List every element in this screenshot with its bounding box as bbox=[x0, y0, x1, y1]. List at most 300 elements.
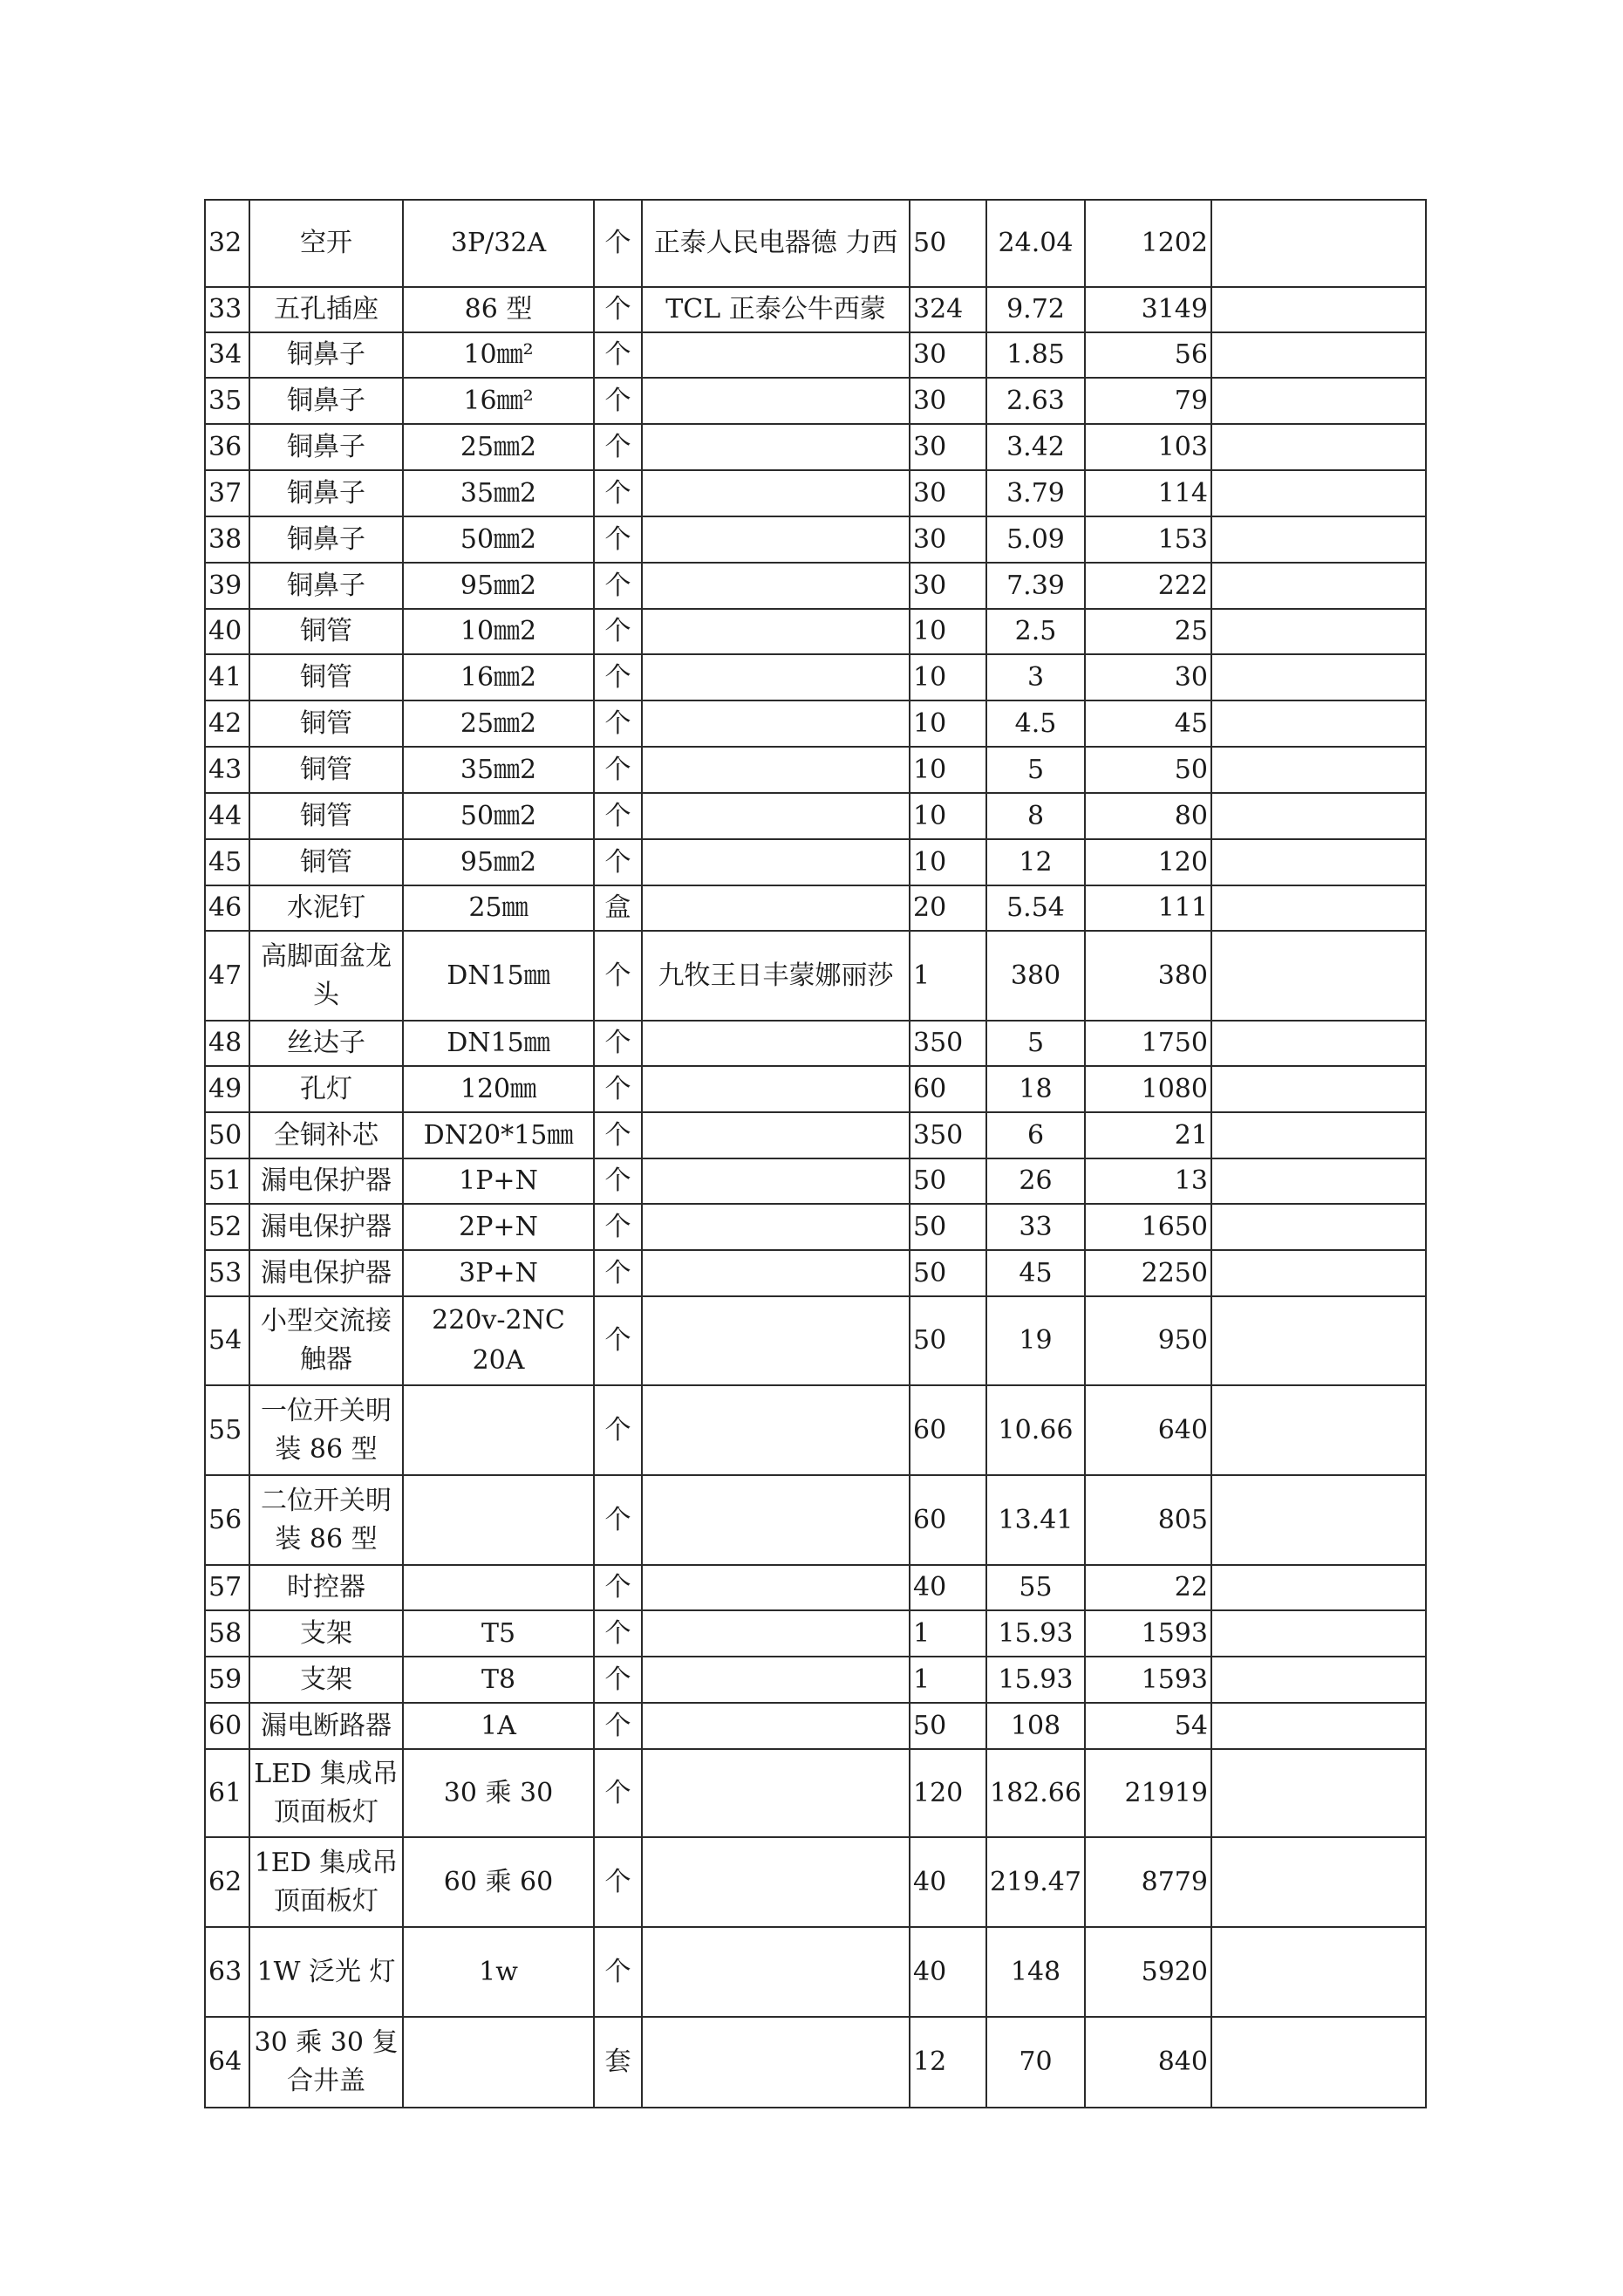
item-unit-price: 10.66 bbox=[986, 1385, 1085, 1475]
table-row bbox=[205, 1112, 1426, 1158]
item-unit-price: 5.09 bbox=[986, 516, 1085, 563]
item-unit: 个 bbox=[594, 747, 642, 793]
row-number: 60 bbox=[205, 1703, 249, 1749]
table-row bbox=[205, 1610, 1426, 1657]
item-unit: 个 bbox=[594, 563, 642, 609]
item-total: 22 bbox=[1085, 1565, 1211, 1610]
item-note bbox=[1211, 1927, 1426, 2017]
item-name: 铜管 bbox=[249, 747, 403, 793]
item-name: 二位开关明装 86 型 bbox=[249, 1475, 403, 1565]
item-spec: 60 乘 60 bbox=[403, 1837, 594, 1927]
item-brand bbox=[642, 700, 910, 747]
row-number: 48 bbox=[205, 1021, 249, 1066]
item-unit-price: 3 bbox=[986, 654, 1085, 700]
item-total: 25 bbox=[1085, 609, 1211, 654]
item-total: 111 bbox=[1085, 885, 1211, 931]
item-quantity: 30 bbox=[910, 378, 986, 424]
item-note bbox=[1211, 747, 1426, 793]
item-unit-price: 5 bbox=[986, 1021, 1085, 1066]
item-note bbox=[1211, 287, 1426, 332]
item-note bbox=[1211, 1250, 1426, 1296]
item-quantity: 50 bbox=[910, 1250, 986, 1296]
item-note bbox=[1211, 2017, 1426, 2108]
item-unit-price: 12 bbox=[986, 839, 1085, 885]
row-number: 62 bbox=[205, 1837, 249, 1927]
item-brand bbox=[642, 793, 910, 839]
row-number: 55 bbox=[205, 1385, 249, 1475]
table-row bbox=[205, 200, 1426, 287]
item-brand bbox=[642, 885, 910, 931]
table-row bbox=[205, 1385, 1426, 1475]
item-quantity: 30 bbox=[910, 470, 986, 516]
row-number: 33 bbox=[205, 287, 249, 332]
item-quantity: 120 bbox=[910, 1749, 986, 1837]
item-spec: 1P+N bbox=[403, 1158, 594, 1204]
item-note bbox=[1211, 1749, 1426, 1837]
item-name: 漏电保护器 bbox=[249, 1204, 403, 1250]
item-brand bbox=[642, 1657, 910, 1703]
table-row bbox=[205, 516, 1426, 563]
item-spec: 86 型 bbox=[403, 287, 594, 332]
table-row bbox=[205, 793, 1426, 839]
item-quantity: 1 bbox=[910, 1610, 986, 1657]
item-unit: 个 bbox=[594, 1927, 642, 2017]
item-spec: 50㎜2 bbox=[403, 793, 594, 839]
item-brand bbox=[642, 378, 910, 424]
item-quantity: 10 bbox=[910, 793, 986, 839]
row-number: 40 bbox=[205, 609, 249, 654]
item-quantity: 10 bbox=[910, 654, 986, 700]
row-number: 51 bbox=[205, 1158, 249, 1204]
table-row bbox=[205, 1927, 1426, 2017]
item-name: 水泥钉 bbox=[249, 885, 403, 931]
item-unit-price: 2.63 bbox=[986, 378, 1085, 424]
item-spec: 25㎜ bbox=[403, 885, 594, 931]
row-number: 50 bbox=[205, 1112, 249, 1158]
item-quantity: 350 bbox=[910, 1021, 986, 1066]
table-row bbox=[205, 1475, 1426, 1565]
item-unit: 个 bbox=[594, 1112, 642, 1158]
item-total: 3149 bbox=[1085, 287, 1211, 332]
table-row bbox=[205, 747, 1426, 793]
item-total: 2250 bbox=[1085, 1250, 1211, 1296]
item-spec: 30 乘 30 bbox=[403, 1749, 594, 1837]
row-number: 52 bbox=[205, 1204, 249, 1250]
item-spec: DN15㎜ bbox=[403, 1021, 594, 1066]
item-name: 时控器 bbox=[249, 1565, 403, 1610]
item-total: 120 bbox=[1085, 839, 1211, 885]
item-unit: 个 bbox=[594, 1066, 642, 1112]
item-unit: 个 bbox=[594, 1250, 642, 1296]
item-total: 1593 bbox=[1085, 1657, 1211, 1703]
item-unit-price: 4.5 bbox=[986, 700, 1085, 747]
item-total: 21919 bbox=[1085, 1749, 1211, 1837]
table-row bbox=[205, 1021, 1426, 1066]
table-row bbox=[205, 1158, 1426, 1204]
item-brand bbox=[642, 1250, 910, 1296]
item-note bbox=[1211, 931, 1426, 1021]
table-row bbox=[205, 931, 1426, 1021]
row-number: 56 bbox=[205, 1475, 249, 1565]
item-unit: 个 bbox=[594, 1475, 642, 1565]
item-brand bbox=[642, 654, 910, 700]
row-number: 39 bbox=[205, 563, 249, 609]
item-quantity: 40 bbox=[910, 1927, 986, 2017]
item-unit-price: 15.93 bbox=[986, 1610, 1085, 1657]
item-total: 380 bbox=[1085, 931, 1211, 1021]
item-note bbox=[1211, 1296, 1426, 1385]
row-number: 41 bbox=[205, 654, 249, 700]
item-total: 1593 bbox=[1085, 1610, 1211, 1657]
item-spec: 10㎜2 bbox=[403, 609, 594, 654]
item-name: 1W 泛光 灯 bbox=[249, 1927, 403, 2017]
item-total: 1080 bbox=[1085, 1066, 1211, 1112]
item-quantity: 12 bbox=[910, 2017, 986, 2108]
item-note bbox=[1211, 1385, 1426, 1475]
table-row bbox=[205, 1749, 1426, 1837]
item-unit: 套 bbox=[594, 2017, 642, 2108]
row-number: 45 bbox=[205, 839, 249, 885]
item-note bbox=[1211, 1066, 1426, 1112]
item-total: 80 bbox=[1085, 793, 1211, 839]
item-brand bbox=[642, 1610, 910, 1657]
item-quantity: 1 bbox=[910, 931, 986, 1021]
item-quantity: 30 bbox=[910, 332, 986, 378]
row-number: 35 bbox=[205, 378, 249, 424]
row-number: 34 bbox=[205, 332, 249, 378]
item-unit-price: 182.66 bbox=[986, 1749, 1085, 1837]
row-number: 53 bbox=[205, 1250, 249, 1296]
item-quantity: 50 bbox=[910, 1296, 986, 1385]
table-row bbox=[205, 332, 1426, 378]
item-name: 铜管 bbox=[249, 700, 403, 747]
item-unit-price: 7.39 bbox=[986, 563, 1085, 609]
item-quantity: 50 bbox=[910, 1158, 986, 1204]
item-brand bbox=[642, 470, 910, 516]
table-row bbox=[205, 470, 1426, 516]
table-row bbox=[205, 1565, 1426, 1610]
item-unit-price: 9.72 bbox=[986, 287, 1085, 332]
item-brand bbox=[642, 1158, 910, 1204]
item-name: LED 集成吊顶面板灯 bbox=[249, 1749, 403, 1837]
item-brand bbox=[642, 1749, 910, 1837]
item-quantity: 40 bbox=[910, 1837, 986, 1927]
item-name: 高脚面盆龙头 bbox=[249, 931, 403, 1021]
item-note bbox=[1211, 1610, 1426, 1657]
item-name: 铜鼻子 bbox=[249, 563, 403, 609]
item-unit: 个 bbox=[594, 1565, 642, 1610]
item-total: 114 bbox=[1085, 470, 1211, 516]
item-name: 支架 bbox=[249, 1657, 403, 1703]
row-number: 36 bbox=[205, 424, 249, 470]
item-unit: 个 bbox=[594, 516, 642, 563]
row-number: 54 bbox=[205, 1296, 249, 1385]
item-total: 840 bbox=[1085, 2017, 1211, 2108]
item-unit: 个 bbox=[594, 931, 642, 1021]
item-brand bbox=[642, 1703, 910, 1749]
item-unit-price: 219.47 bbox=[986, 1837, 1085, 1927]
item-spec: T8 bbox=[403, 1657, 594, 1703]
item-brand bbox=[642, 1837, 910, 1927]
row-number: 63 bbox=[205, 1927, 249, 2017]
item-brand bbox=[642, 1021, 910, 1066]
item-total: 54 bbox=[1085, 1703, 1211, 1749]
item-unit: 个 bbox=[594, 1610, 642, 1657]
item-note bbox=[1211, 516, 1426, 563]
item-name: 漏电保护器 bbox=[249, 1250, 403, 1296]
item-note bbox=[1211, 1021, 1426, 1066]
item-unit: 个 bbox=[594, 1204, 642, 1250]
item-quantity: 324 bbox=[910, 287, 986, 332]
item-total: 950 bbox=[1085, 1296, 1211, 1385]
row-number: 32 bbox=[205, 200, 249, 287]
item-note bbox=[1211, 470, 1426, 516]
item-unit-price: 5.54 bbox=[986, 885, 1085, 931]
item-note bbox=[1211, 1204, 1426, 1250]
row-number: 64 bbox=[205, 2017, 249, 2108]
item-unit: 个 bbox=[594, 1657, 642, 1703]
item-unit: 个 bbox=[594, 1703, 642, 1749]
row-number: 47 bbox=[205, 931, 249, 1021]
table-row bbox=[205, 424, 1426, 470]
row-number: 58 bbox=[205, 1610, 249, 1657]
item-spec: 35㎜2 bbox=[403, 470, 594, 516]
item-name: 1ED 集成吊顶面板灯 bbox=[249, 1837, 403, 1927]
item-quantity: 10 bbox=[910, 609, 986, 654]
item-unit-price: 33 bbox=[986, 1204, 1085, 1250]
item-brand: 九牧王日丰蒙娜丽莎 bbox=[642, 931, 910, 1021]
item-unit: 个 bbox=[594, 609, 642, 654]
item-spec: 16㎜2 bbox=[403, 654, 594, 700]
item-unit-price: 380 bbox=[986, 931, 1085, 1021]
table-row bbox=[205, 563, 1426, 609]
item-name: 孔灯 bbox=[249, 1066, 403, 1112]
item-spec: 25㎜2 bbox=[403, 700, 594, 747]
item-unit-price: 15.93 bbox=[986, 1657, 1085, 1703]
item-spec: 10㎜² bbox=[403, 332, 594, 378]
item-unit-price: 5 bbox=[986, 747, 1085, 793]
item-brand bbox=[642, 1927, 910, 2017]
item-unit: 个 bbox=[594, 793, 642, 839]
item-name: 空开 bbox=[249, 200, 403, 287]
item-note bbox=[1211, 1703, 1426, 1749]
item-note bbox=[1211, 424, 1426, 470]
item-name: 漏电保护器 bbox=[249, 1158, 403, 1204]
item-total: 8779 bbox=[1085, 1837, 1211, 1927]
item-unit: 个 bbox=[594, 470, 642, 516]
item-unit: 个 bbox=[594, 839, 642, 885]
table-row bbox=[205, 378, 1426, 424]
item-quantity: 50 bbox=[910, 200, 986, 287]
item-spec: T5 bbox=[403, 1610, 594, 1657]
item-total: 153 bbox=[1085, 516, 1211, 563]
item-name: 一位开关明装 86 型 bbox=[249, 1385, 403, 1475]
row-number: 57 bbox=[205, 1565, 249, 1610]
item-name: 铜鼻子 bbox=[249, 378, 403, 424]
item-brand bbox=[642, 332, 910, 378]
table-row bbox=[205, 1296, 1426, 1385]
item-note bbox=[1211, 654, 1426, 700]
item-unit-price: 8 bbox=[986, 793, 1085, 839]
item-unit-price: 18 bbox=[986, 1066, 1085, 1112]
item-unit: 个 bbox=[594, 1837, 642, 1927]
item-brand bbox=[642, 1475, 910, 1565]
row-number: 61 bbox=[205, 1749, 249, 1837]
item-total: 222 bbox=[1085, 563, 1211, 609]
item-unit-price: 26 bbox=[986, 1158, 1085, 1204]
item-note bbox=[1211, 563, 1426, 609]
table-row bbox=[205, 654, 1426, 700]
item-spec: 120㎜ bbox=[403, 1066, 594, 1112]
item-unit-price: 19 bbox=[986, 1296, 1085, 1385]
item-note bbox=[1211, 332, 1426, 378]
item-brand bbox=[642, 1066, 910, 1112]
item-spec bbox=[403, 1385, 594, 1475]
item-name: 铜鼻子 bbox=[249, 470, 403, 516]
item-name: 铜管 bbox=[249, 793, 403, 839]
row-number: 49 bbox=[205, 1066, 249, 1112]
item-spec: 3P+N bbox=[403, 1250, 594, 1296]
item-total: 1750 bbox=[1085, 1021, 1211, 1066]
item-note bbox=[1211, 200, 1426, 287]
table-row bbox=[205, 1703, 1426, 1749]
table-row bbox=[205, 1837, 1426, 1927]
item-note bbox=[1211, 885, 1426, 931]
table-row bbox=[205, 1066, 1426, 1112]
item-total: 103 bbox=[1085, 424, 1211, 470]
row-number: 44 bbox=[205, 793, 249, 839]
item-quantity: 50 bbox=[910, 1204, 986, 1250]
row-number: 46 bbox=[205, 885, 249, 931]
row-number: 59 bbox=[205, 1657, 249, 1703]
item-name: 铜管 bbox=[249, 839, 403, 885]
item-unit-price: 70 bbox=[986, 2017, 1085, 2108]
item-unit-price: 148 bbox=[986, 1927, 1085, 2017]
item-spec: 95㎜2 bbox=[403, 563, 594, 609]
item-total: 1202 bbox=[1085, 200, 1211, 287]
item-name: 小型交流接触器 bbox=[249, 1296, 403, 1385]
item-total: 30 bbox=[1085, 654, 1211, 700]
item-spec: 25㎜2 bbox=[403, 424, 594, 470]
item-unit: 个 bbox=[594, 1749, 642, 1837]
item-total: 805 bbox=[1085, 1475, 1211, 1565]
item-note bbox=[1211, 378, 1426, 424]
item-spec: 95㎜2 bbox=[403, 839, 594, 885]
item-name: 丝达子 bbox=[249, 1021, 403, 1066]
item-unit-price: 24.04 bbox=[986, 200, 1085, 287]
materials-table bbox=[204, 199, 1427, 2108]
item-note bbox=[1211, 1475, 1426, 1565]
item-quantity: 30 bbox=[910, 424, 986, 470]
item-note bbox=[1211, 839, 1426, 885]
item-brand: 正泰人民电器德 力西 bbox=[642, 200, 910, 287]
item-quantity: 350 bbox=[910, 1112, 986, 1158]
item-note bbox=[1211, 609, 1426, 654]
item-spec: DN15㎜ bbox=[403, 931, 594, 1021]
item-brand bbox=[642, 839, 910, 885]
item-unit: 个 bbox=[594, 424, 642, 470]
item-note bbox=[1211, 1112, 1426, 1158]
item-total: 21 bbox=[1085, 1112, 1211, 1158]
item-total: 1650 bbox=[1085, 1204, 1211, 1250]
item-unit: 个 bbox=[594, 654, 642, 700]
item-quantity: 40 bbox=[910, 1565, 986, 1610]
item-name: 30 乘 30 复合井盖 bbox=[249, 2017, 403, 2108]
item-unit-price: 3.42 bbox=[986, 424, 1085, 470]
item-quantity: 20 bbox=[910, 885, 986, 931]
item-unit: 个 bbox=[594, 1296, 642, 1385]
item-note bbox=[1211, 1565, 1426, 1610]
item-spec: 1A bbox=[403, 1703, 594, 1749]
table-row bbox=[205, 2017, 1426, 2108]
item-total: 56 bbox=[1085, 332, 1211, 378]
item-note bbox=[1211, 1657, 1426, 1703]
item-quantity: 60 bbox=[910, 1385, 986, 1475]
item-brand bbox=[642, 1385, 910, 1475]
table-row bbox=[205, 700, 1426, 747]
item-brand bbox=[642, 1112, 910, 1158]
item-quantity: 10 bbox=[910, 747, 986, 793]
table-row bbox=[205, 1657, 1426, 1703]
item-unit-price: 108 bbox=[986, 1703, 1085, 1749]
item-spec bbox=[403, 2017, 594, 2108]
item-spec: 220v-2NC 20A bbox=[403, 1296, 594, 1385]
item-brand bbox=[642, 1296, 910, 1385]
item-name: 支架 bbox=[249, 1610, 403, 1657]
item-unit: 盒 bbox=[594, 885, 642, 931]
table-row bbox=[205, 839, 1426, 885]
row-number: 37 bbox=[205, 470, 249, 516]
table-row bbox=[205, 609, 1426, 654]
row-number: 43 bbox=[205, 747, 249, 793]
item-note bbox=[1211, 793, 1426, 839]
item-spec: 2P+N bbox=[403, 1204, 594, 1250]
item-unit: 个 bbox=[594, 200, 642, 287]
item-unit-price: 55 bbox=[986, 1565, 1085, 1610]
item-spec: 50㎜2 bbox=[403, 516, 594, 563]
item-spec: 1w bbox=[403, 1927, 594, 2017]
item-brand bbox=[642, 1204, 910, 1250]
item-unit-price: 2.5 bbox=[986, 609, 1085, 654]
item-brand bbox=[642, 609, 910, 654]
item-quantity: 50 bbox=[910, 1703, 986, 1749]
item-quantity: 60 bbox=[910, 1475, 986, 1565]
item-total: 45 bbox=[1085, 700, 1211, 747]
item-brand bbox=[642, 563, 910, 609]
item-spec: 3P/32A bbox=[403, 200, 594, 287]
item-total: 50 bbox=[1085, 747, 1211, 793]
item-spec: 16㎜² bbox=[403, 378, 594, 424]
item-brand bbox=[642, 424, 910, 470]
item-note bbox=[1211, 700, 1426, 747]
item-quantity: 60 bbox=[910, 1066, 986, 1112]
item-spec bbox=[403, 1565, 594, 1610]
item-brand bbox=[642, 1565, 910, 1610]
item-total: 640 bbox=[1085, 1385, 1211, 1475]
item-name: 铜管 bbox=[249, 654, 403, 700]
item-name: 铜鼻子 bbox=[249, 332, 403, 378]
item-name: 漏电断路器 bbox=[249, 1703, 403, 1749]
item-quantity: 10 bbox=[910, 839, 986, 885]
item-total: 13 bbox=[1085, 1158, 1211, 1204]
item-spec: DN20*15㎜ bbox=[403, 1112, 594, 1158]
table-row bbox=[205, 287, 1426, 332]
item-note bbox=[1211, 1158, 1426, 1204]
item-brand: TCL 正泰公牛西蒙 bbox=[642, 287, 910, 332]
item-quantity: 10 bbox=[910, 700, 986, 747]
item-brand bbox=[642, 516, 910, 563]
item-quantity: 30 bbox=[910, 516, 986, 563]
